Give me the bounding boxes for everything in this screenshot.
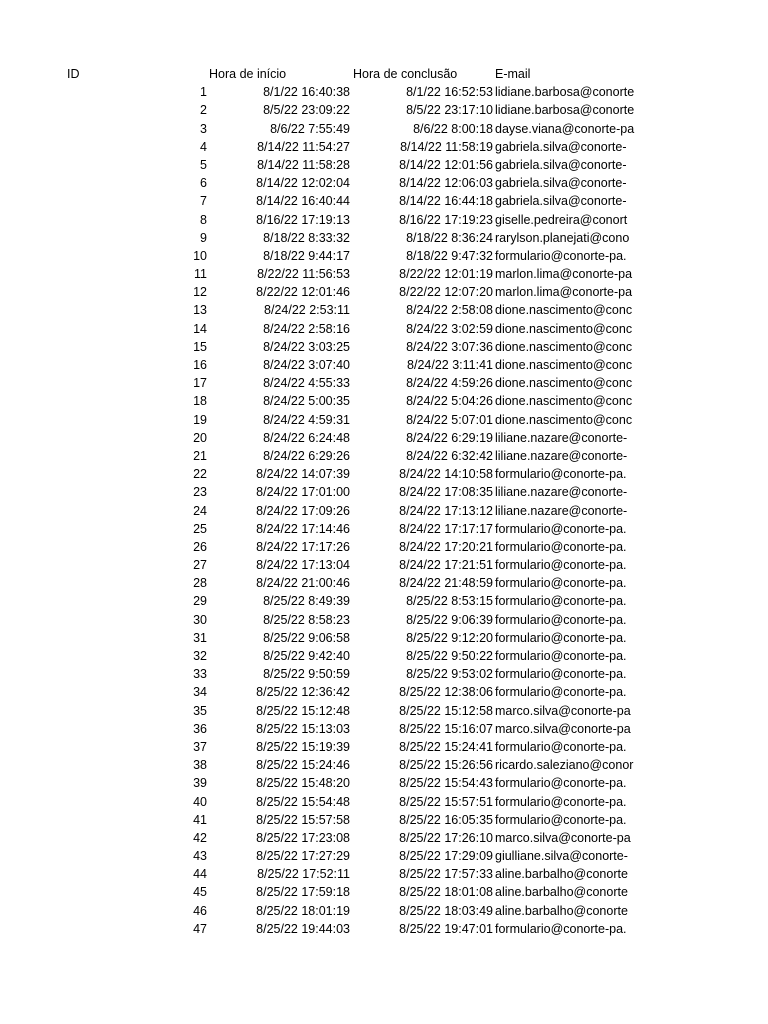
table-row [0,629,768,647]
cell-start-time: 8/24/22 17:13:04 [256,558,350,573]
cell-id: 30 [193,612,207,627]
cell-end-time: 8/14/22 16:44:18 [399,194,493,209]
cell-id: 2 [200,103,207,118]
table-row [0,356,768,374]
cell-id: 24 [193,503,207,518]
cell-start-time: 8/24/22 17:09:26 [256,503,350,518]
cell-start-time: 8/25/22 15:19:39 [256,739,350,754]
cell-id: 9 [200,230,207,245]
cell-id: 16 [193,358,207,372]
table-row [0,156,768,174]
cell-end-time: 8/25/22 18:03:49 [399,903,493,918]
cell-end-time: 8/24/22 14:10:58 [399,467,493,482]
cell-start-time: 8/25/22 9:42:40 [263,649,350,663]
cell-email: ricardo.saleziano@conor [495,758,634,773]
cell-email: aline.barbalho@conorte [495,867,628,882]
cell-start-time: 8/25/22 17:52:11 [257,867,350,882]
cell-start-time: 8/24/22 4:55:33 [263,376,350,391]
cell-end-time: 8/25/22 15:26:56 [399,758,493,773]
cell-start-time: 8/25/22 15:54:48 [256,794,350,809]
cell-email: gabriela.silva@conorte- [495,194,627,209]
table-row [0,665,768,683]
cell-end-time: 8/24/22 17:13:12 [399,503,493,518]
cell-end-time: 8/24/22 3:07:36 [406,339,493,354]
cell-end-time: 8/24/22 5:04:26 [406,394,493,409]
table-row [0,738,768,756]
cell-email: gabriela.silva@conorte- [495,157,627,172]
cell-end-time: 8/18/22 8:36:24 [406,230,493,245]
cell-start-time: 8/24/22 2:58:16 [263,321,350,336]
table-row [0,101,768,119]
table-row [0,811,768,829]
cell-end-time: 8/25/22 15:54:43 [399,776,493,791]
cell-end-time: 8/24/22 6:32:42 [406,448,493,463]
table-row [0,447,768,465]
cell-id: 31 [193,630,207,645]
table-row [0,338,768,356]
cell-start-time: 8/24/22 17:14:46 [256,521,350,536]
cell-end-time: 8/24/22 21:48:59 [399,576,493,591]
cell-email: formulario@conorte-pa. [495,649,627,663]
cell-start-time: 8/6/22 7:55:49 [270,121,350,136]
cell-email: formulario@conorte-pa. [495,921,627,936]
table-row [0,174,768,192]
cell-email: formulario@conorte-pa. [495,594,627,609]
cell-start-time: 8/24/22 6:29:26 [263,448,350,463]
cell-email: liliane.nazare@conorte- [495,503,628,518]
cell-email: formulario@conorte-pa. [495,667,627,682]
cell-end-time: 8/1/22 16:52:53 [406,85,493,100]
table-row [0,120,768,138]
cell-email: formulario@conorte-pa. [495,776,627,791]
cell-end-time: 8/25/22 16:05:35 [399,812,493,827]
cell-email: dayse.viana@conorte-pa [495,121,635,136]
table-row [0,520,768,538]
cell-start-time: 8/14/22 12:02:04 [256,176,350,191]
table-row [0,392,768,410]
cell-end-time: 8/25/22 18:01:08 [399,885,493,900]
cell-start-time: 8/25/22 17:59:18 [256,885,350,900]
cell-id: 33 [193,667,207,682]
table-row [0,283,768,301]
cell-end-time: 8/24/22 3:11:41 [407,358,493,372]
cell-end-time: 8/25/22 15:24:41 [399,739,493,754]
cell-end-time: 8/24/22 3:02:59 [406,321,493,336]
cell-start-time: 8/14/22 11:58:28 [257,157,350,172]
table-row [0,320,768,338]
cell-email: marlon.lima@conorte-pa [495,267,633,282]
cell-start-time: 8/25/22 8:58:23 [263,612,350,627]
table-row [0,502,768,520]
cell-id: 4 [200,139,207,154]
cell-end-time: 8/14/22 12:01:56 [399,157,493,172]
cell-id: 41 [193,812,207,827]
table-row [0,138,768,156]
table-row [0,829,768,847]
cell-start-time: 8/25/22 8:49:39 [263,594,350,609]
cell-start-time: 8/25/22 15:12:48 [256,703,350,718]
cell-id: 29 [193,594,207,609]
table-row [0,229,768,247]
cell-start-time: 8/24/22 14:07:39 [256,467,350,482]
cell-end-time: 8/25/22 15:57:51 [399,794,493,809]
cell-end-time: 8/16/22 17:19:23 [399,212,493,227]
cell-email: formulario@conorte-pa. [495,794,627,809]
spreadsheet [0,65,768,938]
column-header-id: ID [67,67,80,81]
cell-email: dione.nascimento@conc [495,412,633,427]
cell-id: 21 [193,448,207,463]
cell-email: dione.nascimento@conc [495,394,633,409]
cell-end-time: 8/25/22 9:12:20 [406,630,493,645]
cell-end-time: 8/25/22 17:26:10 [399,830,493,845]
cell-id: 19 [193,412,207,427]
table-row [0,756,768,774]
cell-start-time: 8/25/22 9:06:58 [263,630,350,645]
cell-email: formulario@conorte-pa. [495,576,627,591]
table-row [0,192,768,210]
cell-id: 26 [193,539,207,554]
cell-id: 43 [193,849,207,864]
cell-email: formulario@conorte-pa. [495,539,627,554]
cell-end-time: 8/25/22 9:06:39 [406,612,493,627]
table-row [0,847,768,865]
cell-id: 13 [193,303,207,318]
cell-id: 10 [193,248,207,263]
cell-end-time: 8/24/22 17:20:21 [399,539,493,554]
cell-email: formulario@conorte-pa. [495,521,627,536]
cell-id: 39 [193,776,207,791]
cell-id: 42 [193,830,207,845]
cell-id: 22 [193,467,207,482]
cell-id: 45 [193,885,207,900]
cell-id: 35 [193,703,207,718]
cell-end-time: 8/25/22 15:16:07 [399,721,493,736]
cell-id: 12 [193,285,207,300]
cell-email: liliane.nazare@conorte- [495,430,628,445]
cell-email: formulario@conorte-pa. [495,630,627,645]
cell-email: dione.nascimento@conc [495,358,633,372]
cell-email: dione.nascimento@conc [495,376,633,391]
table-row [0,265,768,283]
cell-start-time: 8/24/22 2:53:11 [264,303,350,318]
cell-start-time: 8/5/22 23:09:22 [263,103,350,118]
table-row [0,574,768,592]
table-row [0,211,768,229]
cell-id: 5 [200,157,207,172]
cell-id: 15 [193,339,207,354]
cell-start-time: 8/25/22 17:27:29 [256,849,350,864]
cell-start-time: 8/18/22 8:33:32 [263,230,350,245]
cell-start-time: 8/24/22 3:03:25 [263,339,350,354]
cell-end-time: 8/24/22 6:29:19 [406,430,493,445]
cell-id: 25 [193,521,207,536]
cell-email: formulario@conorte-pa. [495,248,627,263]
cell-start-time: 8/18/22 9:44:17 [263,248,350,263]
cell-start-time: 8/24/22 21:00:46 [256,576,350,591]
cell-start-time: 8/25/22 15:57:58 [256,812,350,827]
column-header-start-time: Hora de início [209,67,287,81]
table-row [0,301,768,319]
cell-end-time: 8/25/22 15:12:58 [399,703,493,718]
cell-end-time: 8/14/22 12:06:03 [399,176,493,191]
table-row [0,538,768,556]
cell-end-time: 8/24/22 4:59:26 [406,376,493,391]
cell-email: marco.silva@conorte-pa [495,830,631,845]
cell-start-time: 8/25/22 17:23:08 [256,830,350,845]
cell-email: dione.nascimento@conc [495,303,633,318]
cell-end-time: 8/18/22 9:47:32 [406,248,493,263]
table-row [0,411,768,429]
cell-start-time: 8/25/22 12:36:42 [256,685,350,700]
cell-end-time: 8/24/22 17:08:35 [399,485,493,500]
cell-email: formulario@conorte-pa. [495,558,627,573]
table-row [0,83,768,101]
cell-end-time: 8/5/22 23:17:10 [406,103,493,118]
table-row [0,720,768,738]
cell-id: 20 [193,430,207,445]
cell-id: 28 [193,576,207,591]
cell-id: 3 [200,121,207,136]
cell-id: 1 [200,85,207,100]
cell-email: lidiane.barbosa@conorte [495,85,635,100]
table-row [0,556,768,574]
table-body [0,83,768,938]
cell-id: 32 [193,649,207,663]
table-row [0,247,768,265]
cell-id: 17 [193,376,207,391]
cell-id: 18 [193,394,207,409]
cell-email: aline.barbalho@conorte [495,903,628,918]
cell-end-time: 8/14/22 11:58:19 [400,139,493,154]
cell-start-time: 8/24/22 17:17:26 [256,539,350,554]
table-row [0,465,768,483]
table-row [0,374,768,392]
column-header-end-time: Hora de conclusão [353,67,458,81]
table-row [0,865,768,883]
cell-email: lidiane.barbosa@conorte [495,103,635,118]
cell-email: formulario@conorte-pa. [495,812,627,827]
cell-email: rarylson.planejati@cono [495,230,630,245]
cell-start-time: 8/24/22 17:01:00 [256,485,350,500]
cell-email: dione.nascimento@conc [495,321,633,336]
cell-start-time: 8/14/22 16:40:44 [256,194,350,209]
cell-email: liliane.nazare@conorte- [495,485,628,500]
cell-end-time: 8/25/22 9:53:02 [406,667,493,682]
cell-email: gabriela.silva@conorte- [495,176,627,191]
table-row [0,793,768,811]
cell-end-time: 8/24/22 2:58:08 [406,303,493,318]
cell-id: 23 [193,485,207,500]
cell-email: giulliane.silva@conorte- [495,849,628,864]
table-row [0,647,768,665]
cell-start-time: 8/24/22 3:07:40 [263,358,350,372]
table-row [0,611,768,629]
header-row [0,65,768,83]
cell-end-time: 8/25/22 17:57:33 [399,867,493,882]
cell-email: giselle.pedreira@conort [495,212,628,227]
cell-email: marco.silva@conorte-pa [495,703,631,718]
cell-start-time: 8/25/22 9:50:59 [263,667,350,682]
cell-end-time: 8/24/22 17:17:17 [399,521,493,536]
cell-id: 8 [200,212,207,227]
cell-start-time: 8/25/22 18:01:19 [256,903,350,918]
cell-end-time: 8/25/22 9:50:22 [406,649,493,663]
cell-id: 34 [193,685,207,700]
cell-id: 47 [193,921,207,936]
cell-id: 40 [193,794,207,809]
table-row [0,683,768,701]
cell-email: gabriela.silva@conorte- [495,139,627,154]
cell-email: formulario@conorte-pa. [495,612,627,627]
table-row [0,483,768,501]
cell-id: 37 [193,739,207,754]
cell-start-time: 8/25/22 15:24:46 [256,758,350,773]
cell-start-time: 8/1/22 16:40:38 [263,85,350,100]
cell-email: formulario@conorte-pa. [495,685,627,700]
cell-id: 46 [193,903,207,918]
cell-end-time: 8/22/22 12:07:20 [399,285,493,300]
cell-start-time: 8/24/22 4:59:31 [263,412,350,427]
cell-id: 44 [193,867,207,882]
cell-id: 38 [193,758,207,773]
table-row [0,920,768,938]
cell-end-time: 8/25/22 12:38:06 [399,685,493,700]
table-row [0,774,768,792]
cell-end-time: 8/6/22 8:00:18 [413,121,493,136]
cell-start-time: 8/24/22 5:00:35 [263,394,350,409]
cell-start-time: 8/22/22 11:56:53 [257,267,350,282]
cell-email: liliane.nazare@conorte- [495,448,628,463]
column-header-email: E-mail [495,67,531,81]
cell-email: formulario@conorte-pa. [495,467,627,482]
cell-end-time: 8/24/22 5:07:01 [406,412,493,427]
cell-id: 6 [200,176,207,191]
cell-email: formulario@conorte-pa. [495,739,627,754]
cell-start-time: 8/14/22 11:54:27 [257,139,350,154]
cell-end-time: 8/25/22 17:29:09 [399,849,493,864]
cell-end-time: 8/25/22 19:47:01 [399,921,493,936]
table-row [0,429,768,447]
cell-email: aline.barbalho@conorte [495,885,628,900]
cell-end-time: 8/25/22 8:53:15 [406,594,493,609]
cell-start-time: 8/16/22 17:19:13 [256,212,350,227]
cell-email: marco.silva@conorte-pa [495,721,631,736]
cell-id: 7 [200,194,207,209]
table-row [0,702,768,720]
cell-end-time: 8/22/22 12:01:19 [399,267,493,282]
cell-id: 27 [193,558,207,573]
table-row [0,902,768,920]
cell-start-time: 8/22/22 12:01:46 [256,285,350,300]
cell-start-time: 8/25/22 19:44:03 [256,921,350,936]
cell-email: marlon.lima@conorte-pa [495,285,633,300]
cell-end-time: 8/24/22 17:21:51 [399,558,493,573]
cell-start-time: 8/24/22 6:24:48 [263,430,350,445]
table-row [0,592,768,610]
cell-email: dione.nascimento@conc [495,339,633,354]
table-row [0,883,768,901]
cell-id: 11 [194,267,207,282]
cell-id: 36 [193,721,207,736]
cell-id: 14 [193,321,207,336]
cell-start-time: 8/25/22 15:13:03 [256,721,350,736]
cell-start-time: 8/25/22 15:48:20 [256,776,350,791]
